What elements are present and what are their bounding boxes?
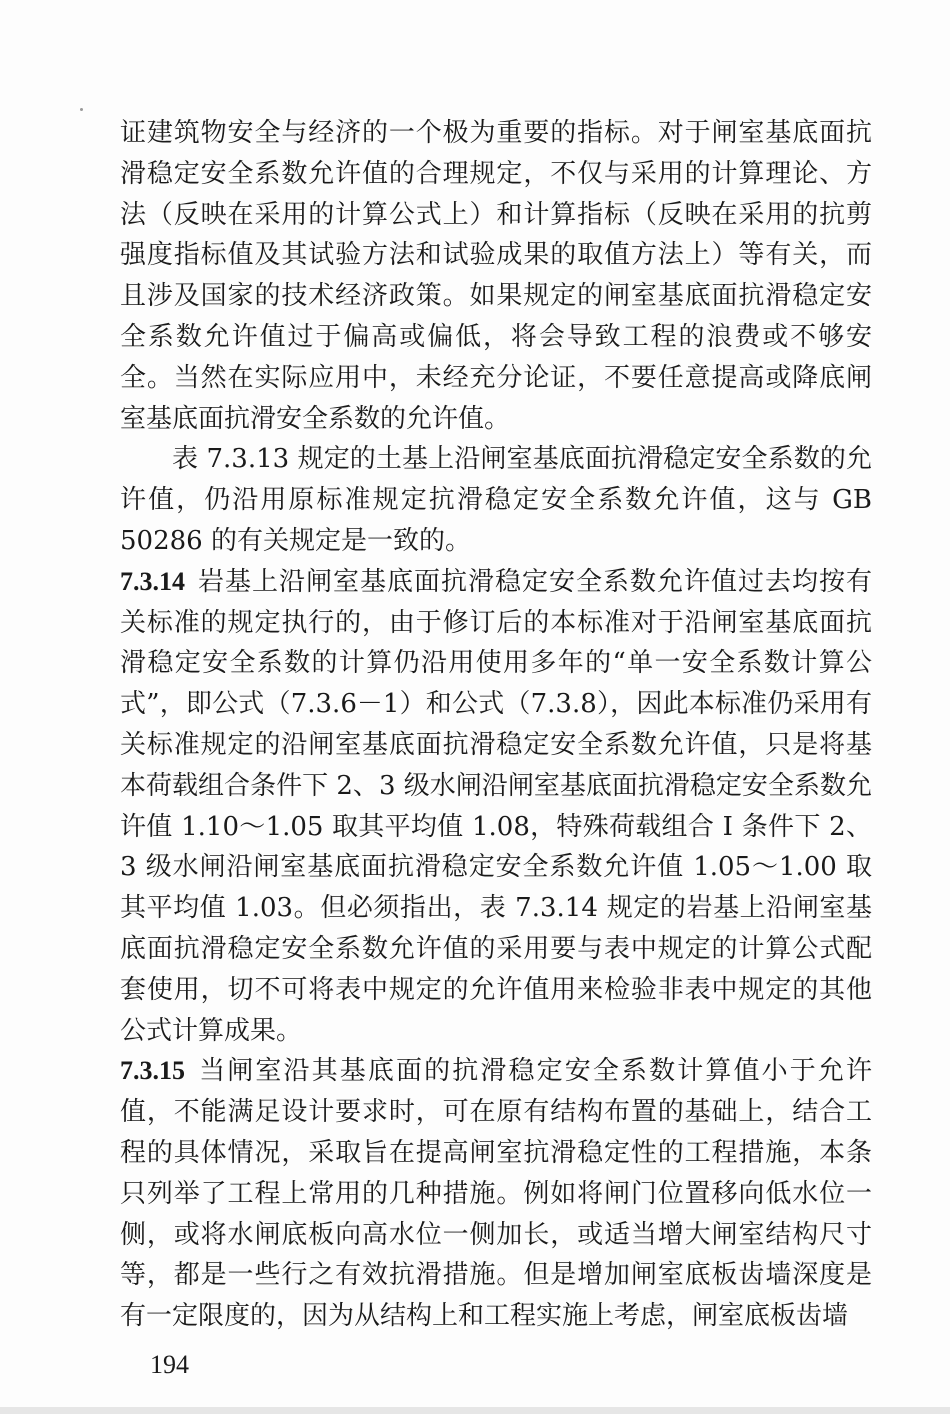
page-bottom-edge — [0, 1407, 950, 1414]
clause-text: 岩基上沿闸室基底面抗滑稳定安全系数允许值过去均按有关标准的规定执行的，由于修订后的本标准对于沿闸室基底面抗滑稳定安全系数的计算仍沿用使用多年的“单一安全系数计算公式”，即公式（7.3.6－1）和公式（7.3.8），因此本标准仍采用有关标准规定的沿闸室基底面抗滑稳定安全系数允许值，只是将基本荷载组合条件下 2、3 级水闸沿闸室基底面抗滑稳定安全系数允许值 1.10～1.05 取其平均值 1.08，特殊荷载组合 Ⅰ 条件下 2、3 级水闸沿闸室基底面抗滑稳定安全系数允许值 1.05～1.00 取其平均值 1.03。但必须指出，表 7.3.14 规定的岩基上沿闸室基底面抗滑稳定安全系数允许值的采用要与表中规定的计算公式配套使用，切不可将表中规定的允许值用来检验非表中规定的其他公式计算成果。 — [120, 566, 872, 1046]
page-number: 194 — [150, 1350, 189, 1379]
clause-7-3-15 — [120, 1051, 872, 1337]
clause-7-3-14 — [120, 562, 872, 1052]
paragraph-table-7-3-13-note: 表 7.3.13 规定的土基上沿闸室基底面抗滑稳定安全系数的允许值，仍沿用原标准规定抗滑稳定安全系数允许值，这与 GB 50286 的有关规定是一致的。 — [120, 444, 872, 556]
body-text — [120, 113, 872, 1337]
clause-text: 当闸室沿其基底面的抗滑稳定安全系数计算值小于允许值，不能满足设计要求时，可在原有结构布置的基础上，结合工程的具体情况，采取旨在提高闸室抗滑稳定性的工程措施，本条只列举了工程上常用的几种措施。例如将闸门位置移向低水位一侧，或将水闸底板向高水位一侧加长，或适当增大闸室结构尺寸等，都是一些行之有效抗滑措施。但是增加闸室底板齿墙深度是有一定限度的，因为从结构上和工程实施上考虑，闸室底板齿墙 — [120, 1056, 872, 1332]
clause-number: 7.3.14 — [120, 566, 185, 596]
clause-number: 7.3.15 — [120, 1056, 185, 1086]
paragraph-continuation: 证建筑物安全与经济的一个极为重要的指标。对于闸室基底面抗滑稳定安全系数允许值的合理规定，不仅与采用的计算理论、方法（反映在采用的计算公式上）和计算指标（反映在采用的抗剪强度指标值及其试验方法和试验成果的取值方法上）等有关，而且涉及国家的技术经济政策。如果规定的闸室基底面抗滑稳定安全系数允许值过于偏高或偏低，将会导致工程的浪费或不够安全。当然在实际应用中，未经充分论证，不要任意提高或降底闸室基底面抗滑安全系数的允许值。 — [120, 118, 872, 434]
scan-artifact-dot — [80, 108, 83, 111]
